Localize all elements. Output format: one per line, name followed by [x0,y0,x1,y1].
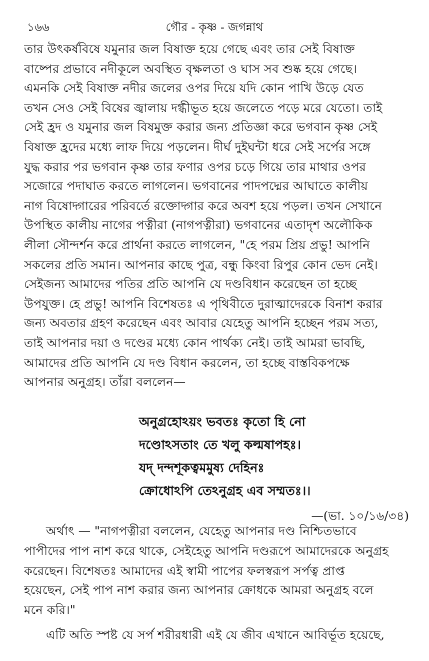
verse-line: অনুগ্রহোঽয়ং ভবতঃ কৃতো হি নো [139,414,306,429]
verse-citation: —(ভা. ১০/১৬/৩৪) [311,509,409,523]
text-line: উপস্থিত কালীয় নাগের পত্নীরা (নাগপত্নীরা) ভগবানের এতাদৃশ অলৌকিক [24,218,373,233]
text-line: পাপীদের পাপ নাশ করে থাকে, সেইহেতু আপনি দণ্ডরূপে আমাদেরকে অনুগ্রহ [24,543,389,558]
text-line: সেইজন্য আমাদের পতির প্রতি আপনি যে দণ্ডবিধান করেছেন তা হচ্ছে [24,277,357,292]
text-line: জন্য অবতার গ্রহণ করেছেন এবং আবার যেহেতু আপনি হচ্ছেন পরম সত্য, [24,316,379,331]
body-paragraph [24,40,412,393]
page-number: ১৬৬ [27,20,50,34]
text-line: এমনকি সেই বিষাক্ত নদীর জলের ওপর দিয়ে যদি কোন পাখি উড়ে যেত [24,81,364,96]
text-line: হয়েছেন, সেই পাপ নাশ করার জন্য আপনার ক্রোধকে আমরা অনুগ্রহ বলে [24,583,374,598]
text-line: আমাদের প্রতি আপনি যে দণ্ড বিধান করলেন, তা হচ্ছে বাস্তবিকপক্ষে [24,355,350,370]
text-line: উপযুক্ত। হে প্রভু! আপনি বিশেষতঃ এ পৃথিবীতে দুরাত্মাদেরকে বিনাশ করার [24,296,383,311]
text-line: তখন সেও সেই বিষের জ্বালায় দগ্ধীভূত হয়ে জলেতে পড়ে মরে যেতো। তাই [24,100,383,115]
running-head: গৌর - কৃষ্ণ - জগন্নাথ [165,20,264,34]
text-line: অর্থাৎ — "নাগপত্নীরা বললেন, যেহেতু আপনার দণ্ড নিশ্চিতভাবে [46,524,357,538]
text-line: আপনার অনুগ্রহ। তাঁরা বললেন— [24,375,186,390]
text-line: নাগ বিষোদ্গারের পরিবর্তে রক্তোদ্গার করে অবশ হয়ে পড়ল। তখন সেখানে [24,198,382,213]
text-line: যুদ্ধ করার পর ভগবান কৃষ্ণ তার ফণার ওপর চড়ে গিয়ে তার মাথার ওপর [24,159,366,174]
text-line: মনে করি।" [24,603,76,618]
text-line: সজোরে পদাঘাত করতে লাগলেন। ভগবানের পাদপদ্মের আঘাতে কালীয় [24,179,368,194]
verse-line: দণ্ডোঽসতাং তে খলু কল্মষাপহঃ। [139,437,302,452]
text-line: তার উৎকর্ষবিষে যমুনার জল বিষাক্ত হয়ে গেছে এবং তার সেই বিষাক্ত [24,42,355,56]
translation-paragraph [24,522,412,621]
verse-line: যদ্ দন্দশূকত্বমমুষ্য দেহিনঃ [139,460,265,475]
text-line: সকলের প্রতি সমান। আপনার কাছে পুত্র, বন্ধু কিংবা রিপুর কোন ভেদ নেই। [24,257,378,272]
text-line: করেছেন। বিশেষতঃ আমাদের এই স্বামী পাপের ফলস্বরূপ সর্পত্ব প্রাপ্ত [24,563,345,578]
text-line: তাই আপনার দয়া ও দণ্ডের মধ্যে কোন পার্থক্য নেই। তাই আমরা ভাবছি, [24,335,366,350]
verse-line: ক্রোধোঽপি তেঽনুগ্রহ এব সম্মতঃ।। [139,483,311,498]
text-line: লীলা সৌন্দর্শন করে প্রার্থনা করতে লাগলেন, "হে পরম প্রিয় প্রভু! আপনি [24,237,370,252]
next-paragraph: এটি অতি স্পষ্ট যে সর্প শরীরধারী এই যে জীব এখানে আবির্ভূত হয়েছে, [46,628,385,642]
text-line: বিষাক্ত হ্রদের মধ্যে লাফ দিয়ে পড়লেন। দীর্ঘ দুইঘন্টা ধরে সেই সর্পের সঙ্গে [24,139,371,154]
text-line: বাষ্পের প্রভাবে নদীকূলে অবস্থিত বৃক্ষলতা ও ঘাস সব শুষ্ক হয়ে গেছে। [24,61,358,76]
page-header [0,18,429,36]
text-line: সেই হ্রদ ও যমুনার জল বিষমুক্ত করার জন্য প্রতিজ্ঞা করে ভগবান কৃষ্ণ সেই [24,120,378,135]
